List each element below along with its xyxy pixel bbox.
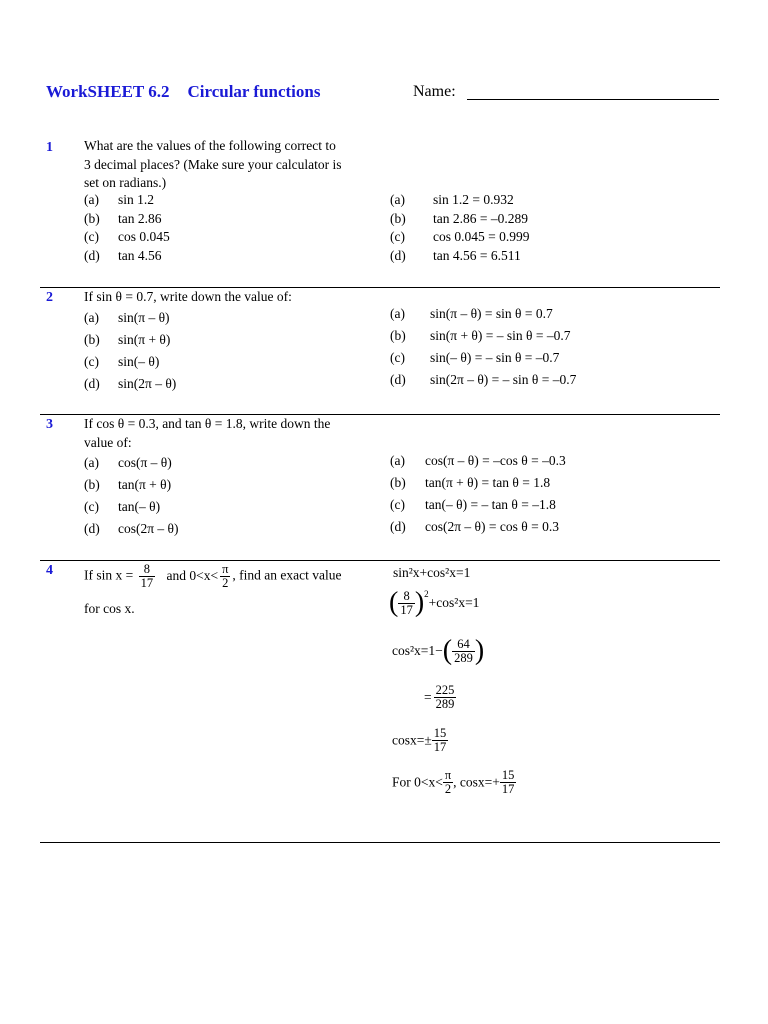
question-3-prompt — [84, 415, 384, 452]
question-1-prompt-line: What are the values of the following correct to — [84, 138, 336, 153]
question-number-2: 2 — [46, 290, 53, 305]
question-2-answers — [390, 303, 576, 391]
question-4-prompt-line2: for cos x. — [84, 601, 135, 616]
worksheet-title — [46, 82, 320, 102]
question-item: (a) sin(π – θ) — [84, 310, 170, 325]
question-item: (b) tan 2.86 — [84, 210, 162, 226]
question-item: (c) tan(– θ) — [84, 499, 161, 514]
answer-item: (a) sin 1.2 = 0.932 — [390, 192, 514, 207]
question-number-3: 3 — [46, 417, 53, 432]
name-label: Name: — [413, 83, 456, 100]
answer-item: (c) sin(– θ) = – sin θ = –0.7 — [390, 350, 560, 365]
question-1-prompt-line: set on radians.) — [84, 175, 167, 190]
question-number-1: 1 — [46, 140, 53, 155]
question-3-prompt-line: value of: — [84, 434, 132, 450]
question-4-prompt: If sin x = $\frac{8}{17}$ and 0<x< $\frac{\pi}{2}$ , find an exact value — [84, 562, 342, 590]
answer-item: (b) sin(π + θ) = – sin θ = –0.7 — [390, 328, 571, 343]
question-1-prompt-line: 3 decimal places? (Make sure your calculator is — [84, 156, 342, 172]
solution-line: cosx=± $\frac{15}{17}$ — [392, 726, 447, 754]
question-item: (a) cos(π – θ) — [84, 455, 172, 470]
question-item: (d) cos(2π – θ) — [84, 521, 179, 536]
question-1-items — [84, 191, 170, 265]
question-3-prompt-line: If cos θ = 0.3, and tan θ = 1.8, write down the — [84, 416, 331, 431]
solution-line: For 0<x< $\frac{\pi}{2}$ , cosx=+ $\frac{15}{17}$ — [392, 768, 515, 796]
question-item: (b) tan(π + θ) — [84, 477, 172, 492]
solution-line: cos²x=1−( $\frac{64}{289}$ ) — [392, 635, 485, 666]
fraction: $\frac{\pi}{2}$ — [222, 562, 229, 590]
question-item: (d) sin(2π – θ) — [84, 376, 177, 391]
answer-item: (b) tan(π + θ) = tan θ = 1.8 — [390, 475, 551, 490]
question-3-items — [84, 452, 179, 540]
solution-line: = $\frac{225}{289}$ — [424, 683, 455, 711]
question-item: (b) sin(π + θ) — [84, 332, 171, 347]
answer-item: (a) sin(π – θ) = sin θ = 0.7 — [390, 306, 553, 321]
answer-item: (a) cos(π – θ) = –cos θ = –0.3 — [390, 453, 566, 468]
question-1-prompt — [84, 137, 384, 193]
section-divider — [40, 842, 720, 843]
answer-item: (d) cos(2π – θ) = cos θ = 0.3 — [390, 519, 559, 534]
question-3-answers — [390, 450, 566, 538]
worksheet-number: WorkSHEET 6.2 — [46, 82, 170, 101]
question-item: (c) sin(– θ) — [84, 354, 160, 369]
answer-item: (c) cos 0.045 = 0.999 — [390, 229, 530, 244]
solution-line: ( $\frac{8}{17}$ )$^2$+cos²x=1 — [389, 587, 480, 618]
question-2-items — [84, 307, 176, 395]
question-item: (c) cos 0.045 — [84, 229, 170, 244]
question-item: (d) tan 4.56 — [84, 247, 162, 263]
question-2-prompt: If sin θ = 0.7, write down the value of: — [84, 289, 292, 304]
question-1-answers — [390, 191, 529, 265]
question-number-4: 4 — [46, 563, 53, 578]
question-item: (a) sin 1.2 — [84, 192, 155, 207]
answer-item: (b) tan 2.86 = –0.289 — [390, 210, 528, 226]
answer-item: (c) tan(– θ) = – tan θ = –1.8 — [390, 497, 556, 512]
name-blank-line — [467, 99, 719, 100]
worksheet-topic: Circular functions — [187, 82, 321, 101]
answer-item: (d) tan 4.56 = 6.511 — [390, 247, 521, 263]
fraction: $\frac{8}{17}$ — [140, 562, 154, 590]
solution-line: sin²x+cos²x=1 — [393, 565, 471, 580]
section-divider — [40, 560, 720, 561]
answer-item: (d) sin(2π – θ) = – sin θ = –0.7 — [390, 372, 577, 387]
